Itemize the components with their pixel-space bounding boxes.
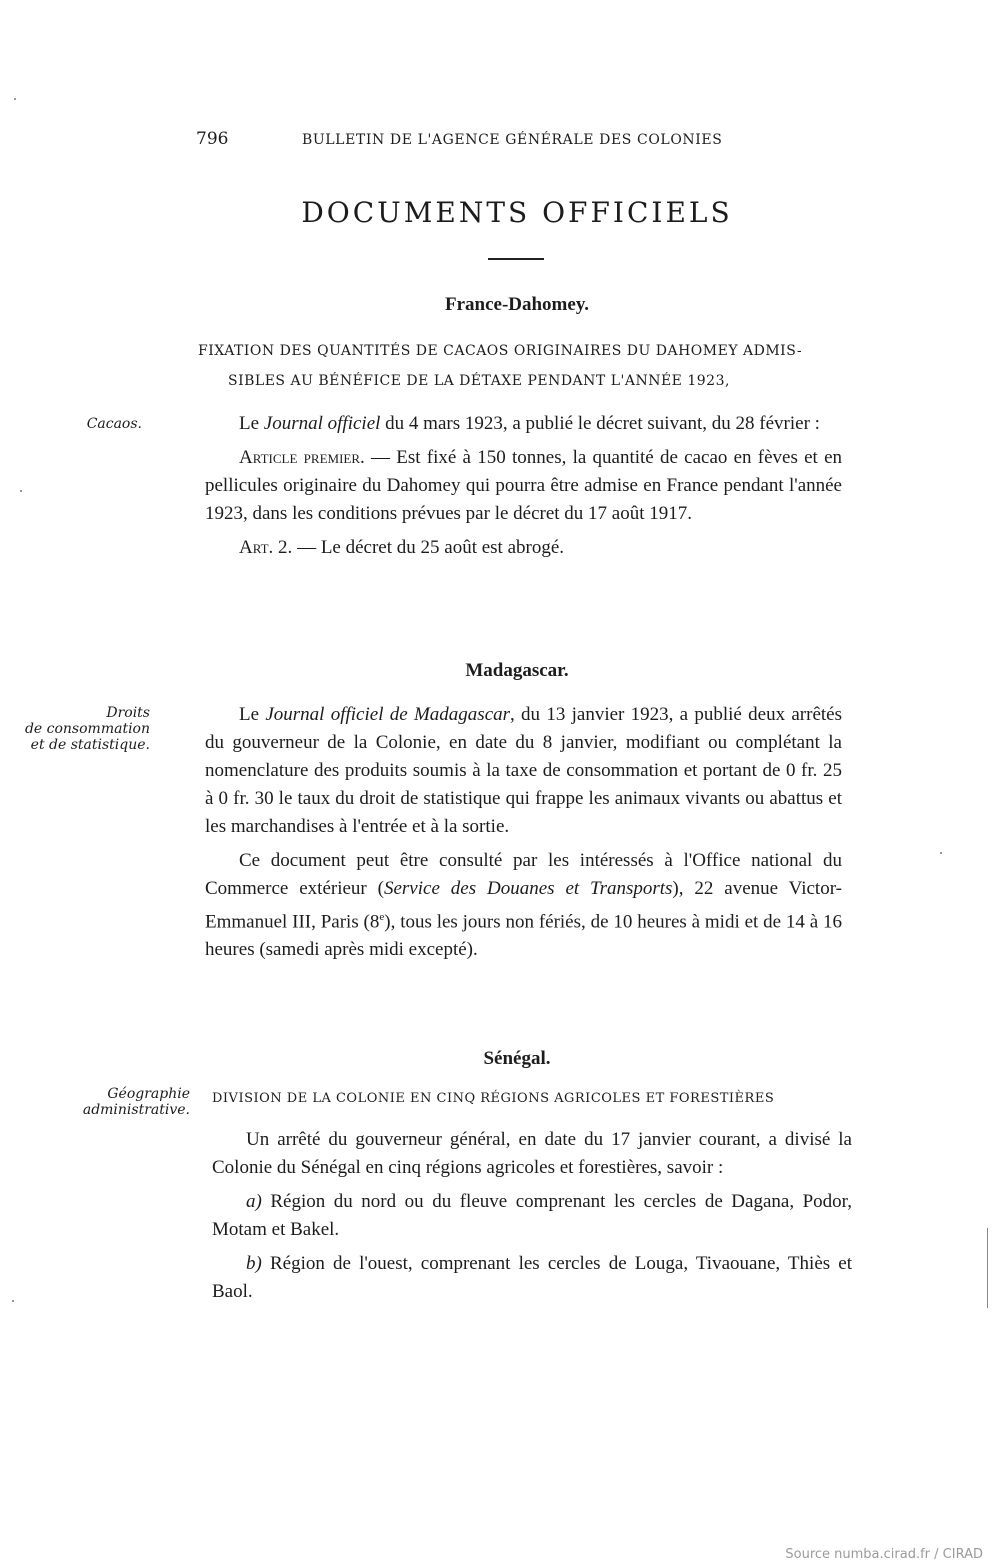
source-credit: Source numba.cirad.fr / CIRAD (785, 1547, 983, 1562)
page-title: DOCUMENTS OFFICIELS (301, 196, 733, 229)
article-2: Art. 2. — Le décret du 25 août est abrogé. (239, 537, 565, 558)
margin-note-droits: Droits de consommation et de statistique. (24, 705, 150, 753)
scan-speck (14, 98, 16, 100)
article-1: Article premier. — Est fixé à 150 tonnes, la quantité de cacao en fèves et en pellicules originaire du Dahomey qui pourra être admise en France pendant l'année 1923, dans les conditions prévues par le décret du 17 août 1917. (205, 447, 843, 524)
senegal-body (212, 1126, 852, 1312)
title-divider (488, 258, 544, 260)
scan-edge-line (987, 1228, 988, 1308)
senegal-paragraph: Un arrêté du gouverneur général, en date du 17 janvier courant, a divisé la Colonie du Sénégal en cinq régions agricoles et forestières, savoir : (212, 1129, 852, 1178)
margin-note-cacaos: Cacaos. (86, 416, 142, 432)
subtitle-dahomey-line2: SIBLES AU BÉNÉFICE DE LA DÉTAXE PENDANT L'ANNÉE 1923, (228, 373, 730, 389)
margin-note-geographie: Géographie administrative. (82, 1086, 190, 1118)
running-title: BULLETIN DE L'AGENCE GÉNÉRALE DES COLONIES (302, 132, 723, 148)
dahomey-body (205, 410, 842, 568)
dahomey-paragraph: Le Journal officiel du 4 mars 1923, a publié le décret suivant, du 28 février : (239, 413, 820, 434)
madagascar-paragraph-1: Le Journal officiel de Madagascar, du 13 janvier 1923, a publié deux arrêtés du gouverneur de la Colonie, en date du 8 janvier, modifiant ou complétant la nomenclature des produits soumis à la taxe de consommation et portant de 0 fr. 25 à 0 fr. 30 le taux du droit de statistique qui frappe les animaux vivants ou abattus et les marchandises à l'entrée et à la sortie. (205, 704, 842, 837)
scan-speck (940, 852, 942, 854)
subtitle-dahomey-line1: FIXATION DES QUANTITÉS DE CACAOS ORIGINAIRES DU DAHOMEY ADMIS- (198, 343, 803, 359)
subtitle-senegal: DIVISION DE LA COLONIE EN CINQ RÉGIONS AGRICOLES ET FORESTIÈRES (212, 1091, 775, 1106)
section-heading-dahomey: France-Dahomey. (444, 294, 590, 315)
scan-speck (12, 1300, 14, 1302)
senegal-item-b: b) Région de l'ouest, comprenant les cercles de Louga, Tivaouane, Thiès et Baol. (212, 1253, 852, 1302)
page-number: 796 (196, 129, 229, 149)
scan-speck (20, 490, 22, 492)
section-heading-madagascar: Madagascar. (465, 660, 569, 681)
madagascar-paragraph-2: Ce document peut être consulté par les intéressés à l'Office national du Commerce extérieur (Service des Douanes et Transports), 22 avenue Victor-Emmanuel III, Paris (8e), tous les jours non fériés, de 10 heures à midi et de 14 à 16 heures (samedi après midi excepté). (205, 850, 843, 961)
section-heading-senegal: Sénégal. (483, 1048, 551, 1069)
madagascar-body (205, 701, 842, 970)
senegal-item-a: a) Région du nord ou du fleuve comprenant les cercles de Dagana, Podor, Motam et Bakel. (212, 1191, 852, 1240)
